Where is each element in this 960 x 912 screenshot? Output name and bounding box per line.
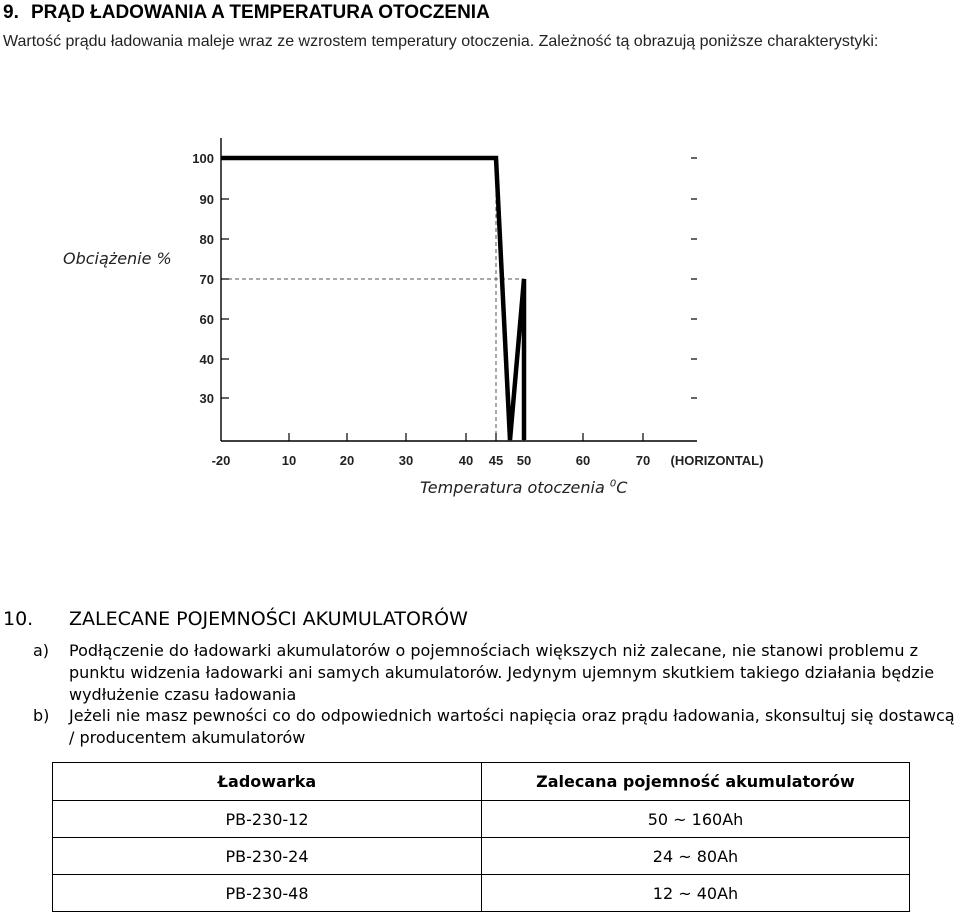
chart-grid xyxy=(221,138,697,441)
x-tick-label: -20 xyxy=(212,453,231,468)
x-tick-label: 60 xyxy=(576,453,590,468)
section-title: ZALECANE POJEMNOŚCI AKUMULATORÓW xyxy=(69,608,468,630)
section-10-heading xyxy=(3,608,468,630)
table-header-charger: Ładowarka xyxy=(53,763,482,801)
x-tick-label: 10 xyxy=(282,453,296,468)
series-line xyxy=(221,158,524,440)
section-number: 9. xyxy=(3,2,31,24)
table-cell: 24 ~ 80Ah xyxy=(482,838,910,875)
capacity-table xyxy=(52,762,910,912)
x-axis-label-superscript: 0 xyxy=(610,479,616,490)
y-tick-label: 60 xyxy=(200,312,214,327)
section-title: PRĄD ŁADOWANIA A TEMPERATURA OTOCZENIA xyxy=(31,2,490,23)
list-marker: a) xyxy=(33,640,49,662)
list-item xyxy=(33,640,958,706)
y-tick-label: 40 xyxy=(200,352,214,367)
x-tick-label: 45 xyxy=(489,453,503,468)
table-header-capacity: Zalecana pojemność akumulatorów xyxy=(482,763,910,801)
table-row xyxy=(53,801,910,838)
table-cell: PB-230-24 xyxy=(53,838,482,875)
y-tick-label: 90 xyxy=(200,192,214,207)
x-tick-label: 40 xyxy=(459,453,473,468)
x-tick-label: 70 xyxy=(636,453,650,468)
table-header-row xyxy=(53,763,910,801)
chart-ticks xyxy=(221,158,697,441)
table-cell: 12 ~ 40Ah xyxy=(482,875,910,912)
list-item xyxy=(33,705,958,749)
list-item-text: Jeżeli nie masz pewności co do odpowiednich wartości napięcia oraz prądu ładowania, skonsultuj się dostawcą / producentem akumulatorów xyxy=(69,705,958,749)
table-row xyxy=(53,838,910,875)
chart-y-axis-label: Obciążenie % xyxy=(63,249,172,268)
table-cell: 50 ~ 160Ah xyxy=(482,801,910,838)
table-cell: PB-230-12 xyxy=(53,801,482,838)
section-number: 10. xyxy=(3,608,69,630)
x-tick-label: 20 xyxy=(340,453,354,468)
chart-series xyxy=(221,158,524,440)
list-marker: b) xyxy=(33,705,49,727)
list-item-text: Podłączenie do ładowarki akumulatorów o pojemnościach większych niż zalecane, nie stanowi problemu z punktu widzenia ładowarki ani samych akumulatorów. Jedynym ujemnym skutkiem takiego działania będzie wydłużenie czasu ładowania xyxy=(69,640,958,706)
x-axis-label-text: Temperatura otoczenia xyxy=(420,478,610,497)
x-tick-label: 30 xyxy=(399,453,413,468)
section-9-paragraph: Wartość prądu ładowania maleje wraz ze wzrostem temperatury otoczenia. Zależność tą obrazują poniższe charakterystyki: xyxy=(3,31,958,52)
y-tick-label: 30 xyxy=(200,391,214,406)
y-tick-label: 100 xyxy=(192,151,214,166)
x-tick-label: (HORIZONTAL) xyxy=(671,453,764,468)
x-axis-label-unit: C xyxy=(616,478,627,497)
table-cell: PB-230-48 xyxy=(53,875,482,912)
y-tick-label: 70 xyxy=(200,272,214,287)
chart-tick-labels xyxy=(192,151,763,468)
x-tick-label: 50 xyxy=(517,453,531,468)
y-tick-label: 80 xyxy=(200,232,214,247)
